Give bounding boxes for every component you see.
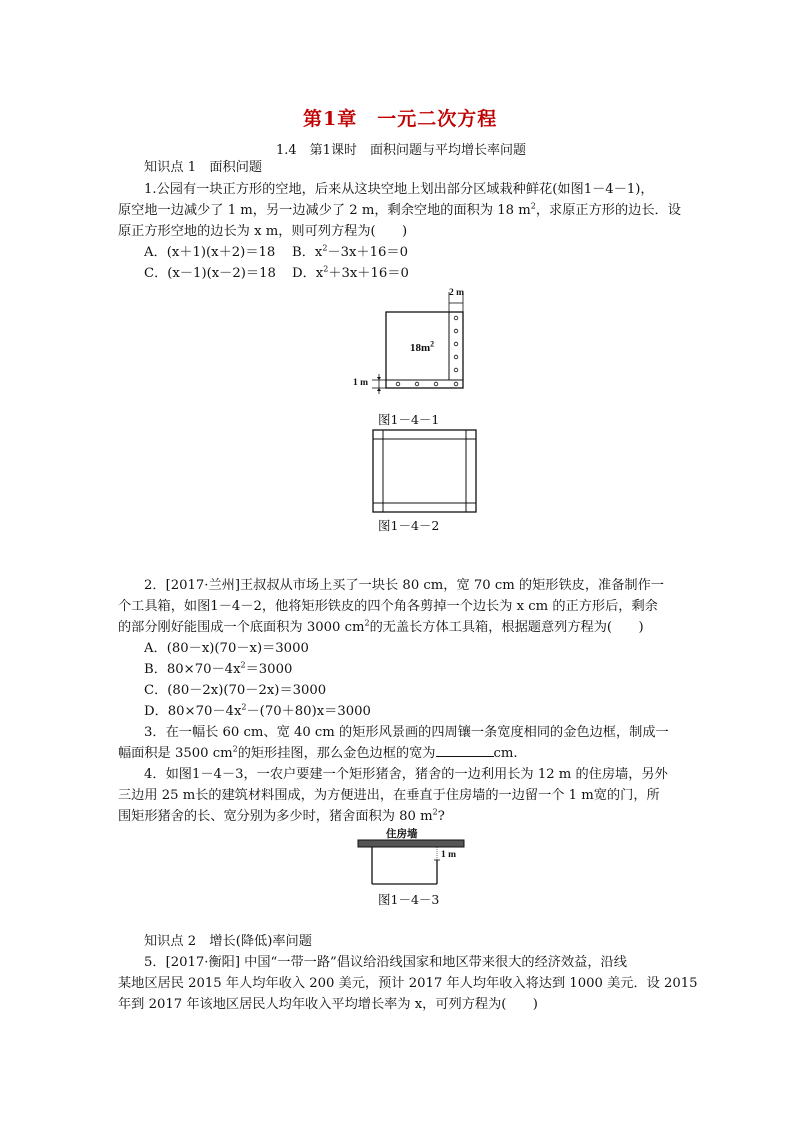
q2-option-a: A．(80－x)(70－x)＝3000: [144, 641, 309, 656]
q2-option-d-a: D．80×70－4x: [144, 704, 242, 719]
q3-line2-c: cm.: [493, 746, 518, 761]
q2-option-d-sup: 2: [241, 702, 247, 712]
q1-option-d: [292, 264, 409, 284]
q1-option-b-sup: 2: [322, 243, 328, 253]
q1-option-d-a: D．x: [292, 266, 324, 281]
q2-option-b-b: ＝3000: [245, 662, 293, 677]
q3-line2-a: 幅面积是 3500 cm: [118, 746, 233, 761]
q3-line1: 3．在一幅长 60 cm、宽 40 cm 的矩形风景画的四周镶一条宽度相同的金色边框，制成一: [144, 725, 669, 740]
section-heading-1: 知识点 1 面积问题: [144, 160, 263, 175]
q5-line1: 5．[2017·衡阳] 中国“一带一路”倡议给沿线国家和地区带来很大的经济效益，沿线: [144, 955, 627, 970]
q4-line2: 三边用 25 m长的建筑材料围成，为方便进出，在垂直于住房墙的一边留一个 1 m宽的门，所: [118, 788, 660, 803]
q4-line3-a: 围矩形猪舍的长、宽分别为多少时，猪舍面积为 80 m: [118, 809, 433, 824]
q2-option-b: [144, 660, 292, 680]
q3-line2-sup: 2: [232, 744, 238, 754]
q1-option-a: A．(x＋1)(x＋2)＝18: [144, 245, 276, 260]
lesson-title: 1.4 第1课时 面积问题与平均增长率问题: [276, 143, 526, 158]
q2-option-b-a: B．80×70－4x: [144, 662, 241, 677]
q1-option-d-sup: 2: [323, 264, 329, 274]
q1-line2-a: 原空地一边减少了 1 m，另一边减少了 2 m，剩余空地的面积为 18 m: [118, 203, 531, 218]
q4-line3-sup: 2: [432, 807, 438, 817]
q2-line3-b: 的无盖长方体工具箱，根据题意列方程为( ): [369, 620, 644, 635]
fig1-caption: 图1－4－1: [378, 412, 440, 427]
fig1-label-area-text: 18m: [410, 342, 431, 354]
fig1-label-1m: 1 m: [353, 378, 369, 388]
chapter-title: 第1章 一元二次方程: [303, 108, 498, 130]
q2-option-d: [144, 702, 371, 722]
section-heading-2: 知识点 2 增长(降低)率问题: [144, 934, 312, 949]
fig3-label-wall: 住房墙: [386, 828, 418, 840]
q2-option-d-b: －(70＋80)x＝3000: [246, 704, 371, 719]
fig1-dim-arrow-down: [377, 377, 381, 380]
q2-line3-a: 的部分刚好能围成一个底面积为 3000 cm: [118, 620, 365, 635]
q1-option-b-b: －3x＋16＝0: [327, 245, 408, 260]
fig1-label-area: [410, 339, 435, 354]
q5-line3: 年到 2017 年该地区居民人均年收入平均增长率为 x，可列方程为( ): [118, 997, 538, 1012]
q2-line3: [118, 618, 644, 638]
q1-line2-b: ，求原正方形的边长．设: [535, 203, 681, 218]
fig1-dim-arrow-up: [377, 388, 381, 391]
q1-line1: 1.公园有一块正方形的空地，后来从这块空地上划出部分区域栽种鲜花(如图1－4－1)，: [144, 182, 654, 197]
q2-option-c: C．(80－2x)(70－2x)＝3000: [144, 683, 327, 698]
fig2-caption: 图1－4－2: [378, 518, 440, 533]
q3-line2-b: 的矩形挂图，那么金色边框的宽为: [237, 746, 436, 761]
q1-line2-sup: 2: [530, 201, 536, 211]
fig1-label-area-sup: 2: [430, 339, 435, 349]
q1-option-b-a: B．x: [292, 245, 323, 260]
q3-line2: [118, 744, 518, 764]
q1-option-c: C．(x－1)(x－2)＝18: [144, 266, 276, 281]
q1-option-b: [292, 243, 408, 263]
q1-line3: 原正方形空地的边长为 x m，则可列方程为( ): [118, 224, 408, 239]
q2-option-b-sup: 2: [240, 660, 246, 670]
q4-line1: 4．如图1－4－3，一农户要建一个矩形猪舍，猪舍的一边利用长为 12 m 的住房墙，另外: [144, 767, 668, 782]
q5-line2: 某地区居民 2015 年人均年收入 200 美元，预计 2017 年人均年收入将达到 1000 美元．设 2015: [118, 976, 698, 991]
fig3-caption: 图1－4－3: [378, 892, 440, 907]
q1-line2: [118, 201, 681, 221]
q3-answer-blank[interactable]: [436, 744, 494, 757]
q2-line3-sup: 2: [364, 618, 370, 628]
q4-line3-b: ?: [437, 809, 445, 824]
q2-line1: 2．[2017·兰州]王叔叔从市场上买了一块长 80 cm，宽 70 cm 的矩形铁皮，准备制作一: [144, 578, 664, 593]
fig2-outer-rect: [373, 430, 476, 512]
fig1-label-2m: 2 m: [449, 288, 465, 298]
fig3-wall: [358, 840, 464, 847]
fig3-label-door: 1 m: [441, 850, 457, 860]
q4-line3: [118, 807, 445, 827]
q2-line2: 个工具箱，如图1－4－2，他将矩形铁皮的四个角各剪掉一个边长为 x cm 的正方形后，剩余: [118, 599, 658, 614]
q1-option-d-b: ＋3x＋16＝0: [328, 266, 409, 281]
